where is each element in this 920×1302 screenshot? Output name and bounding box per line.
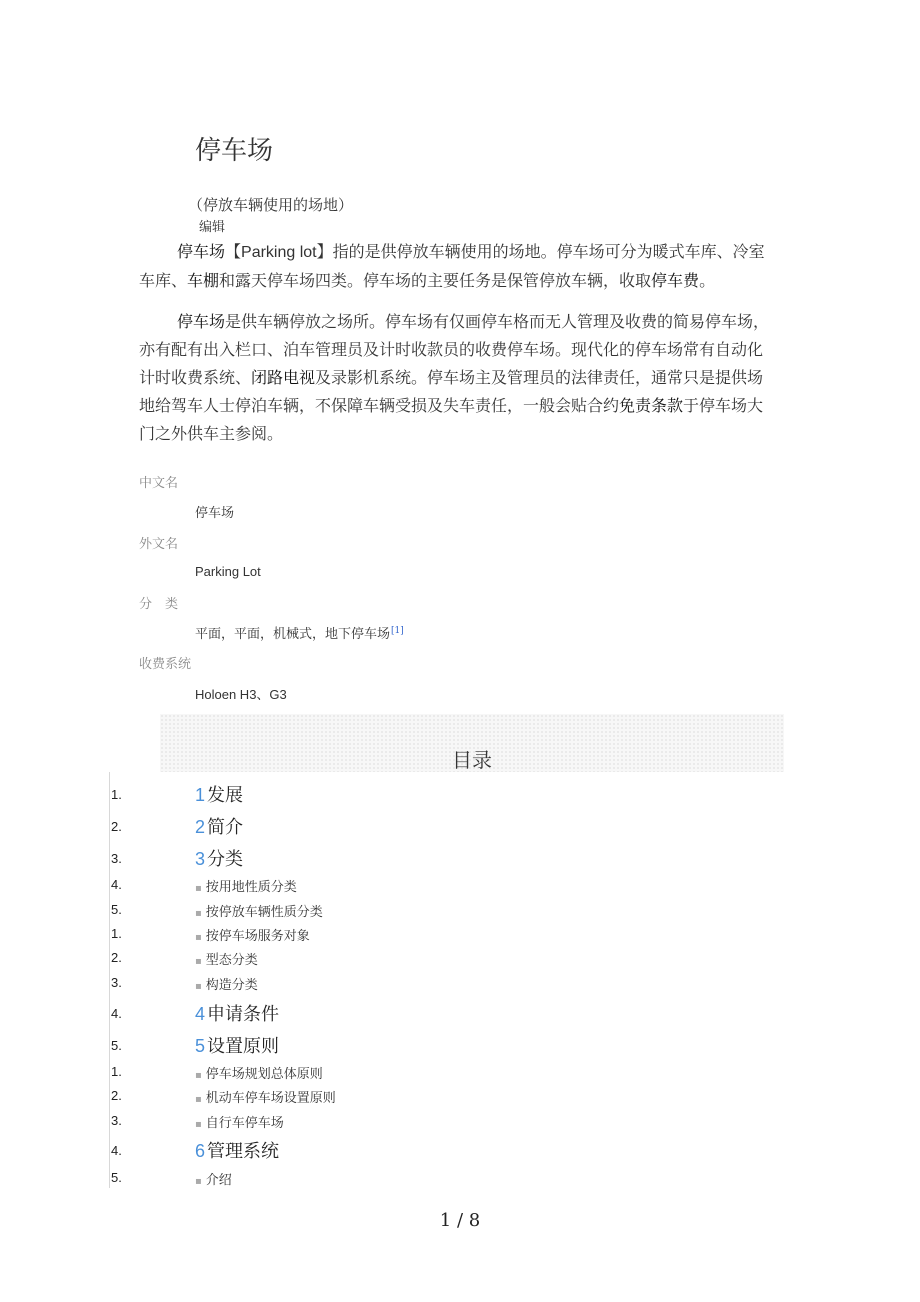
toc-number: 5. [111,1038,122,1053]
edit-link[interactable]: 编辑 [199,220,226,235]
toc-number: 4. [111,1143,122,1158]
page-subtitle: （停放车辆使用的场地） [188,196,354,214]
toc-header [160,714,784,772]
toc-subitem[interactable]: ▪ 按用地性质分类 [195,880,297,895]
info-label: 分 类 [139,597,179,612]
toc-number: 1. [111,787,122,802]
keyword-link[interactable]: 闭路电视 [251,368,316,387]
citation-link[interactable]: [1] [391,625,404,636]
toc-number: 3. [111,975,122,990]
toc-number: 2. [111,950,122,965]
toc-item[interactable]: 2 简介 [195,817,244,838]
bullet-icon: ▪ [195,883,202,894]
toc-subitem[interactable]: ▪ 自行车停车场 [195,1116,284,1131]
toc-item[interactable]: 6 管理系统 [195,1141,280,1162]
toc-subitem[interactable]: ▪ 按停车场服务对象 [195,929,310,944]
bullet-icon: ▪ [195,908,202,919]
info-value: 停车场 [195,506,235,521]
page-number: 1 / 8 [439,1210,481,1231]
bullet-icon: ▪ [195,956,202,967]
toc-number: 5. [111,902,122,917]
toc-number: 3. [111,851,122,866]
keyword-link[interactable]: 车棚 [187,271,220,290]
bullet-icon: ▪ [195,981,202,992]
toc-subitem[interactable]: ▪ 停车场规划总体原则 [195,1067,323,1082]
toc-item[interactable]: 4 申请条件 [195,1004,280,1025]
toc-subitem[interactable]: ▪ 机动车停车场设置原则 [195,1091,336,1106]
toc-number: 2. [111,1088,122,1103]
english-term: Parking lot [241,244,317,261]
bullet-icon: ▪ [195,1094,202,1105]
bullet-icon: ▪ [195,1119,202,1130]
toc-subitem[interactable]: ▪ 介绍 [195,1173,232,1188]
info-label: 收费系统 [139,657,192,672]
toc-number: 3. [111,1113,122,1128]
toc-number: 1. [111,1064,122,1079]
keyword-link[interactable]: 停车场 [177,242,226,261]
toc-item[interactable]: 5 设置原则 [195,1036,280,1057]
toc-number: 1. [111,926,122,941]
info-value: Parking Lot [195,564,261,579]
keyword-link[interactable]: 免责条款 [619,396,684,415]
toc-divider [109,772,110,1188]
bullet-icon: ▪ [195,1176,202,1187]
keyword-link[interactable]: 停车场 [177,312,226,331]
page-title: 停车场 [195,136,274,166]
toc-item[interactable]: 3 分类 [195,849,244,870]
info-value: Holoen H3、G3 [195,687,287,702]
toc-number: 2. [111,819,122,834]
info-label: 外文名 [139,537,179,552]
bullet-icon: ▪ [195,1070,202,1081]
toc-subitem[interactable]: ▪ 按停放车辆性质分类 [195,905,323,920]
toc-number: 5. [111,1170,122,1185]
intro-paragraph: 停车场【Parking lot】指的是供停放车辆使用的场地。停车场可分为暖式车库、冷室车库、车棚和露天停车场四类。停车场的主要任务是保管停放车辆，收取停车费。 [139,242,765,290]
info-label: 中文名 [139,476,179,491]
toc-item[interactable]: 1 发展 [195,785,244,806]
toc-number: 4. [111,877,122,892]
info-value: 平面，平面，机械式，地下停车场[1] [195,625,404,642]
toc-number: 4. [111,1006,122,1021]
toc-subitem[interactable]: ▪ 型态分类 [195,953,258,968]
toc-subitem[interactable]: ▪ 构造分类 [195,978,258,993]
description-paragraph: 停车场是供车辆停放之场所。停车场有仅画停车格而无人管理及收费的简易停车场，亦有配有出入栏口、泊车管理员及计时收款员的收费停车场。现代化的停车场常有自动化计时收费系统、闭路电视及录影机系统。停车场主及管理员的法律责任，通常只是提供场地给驾车人士停泊车辆，不保障车辆受损及失车责任，一般会贴合约免责条款于停车场大门之外供车主参阅。 [139,312,770,443]
bullet-icon: ▪ [195,932,202,943]
toc-title: 目录 [452,748,492,772]
keyword-link[interactable]: 停车费 [651,271,700,290]
